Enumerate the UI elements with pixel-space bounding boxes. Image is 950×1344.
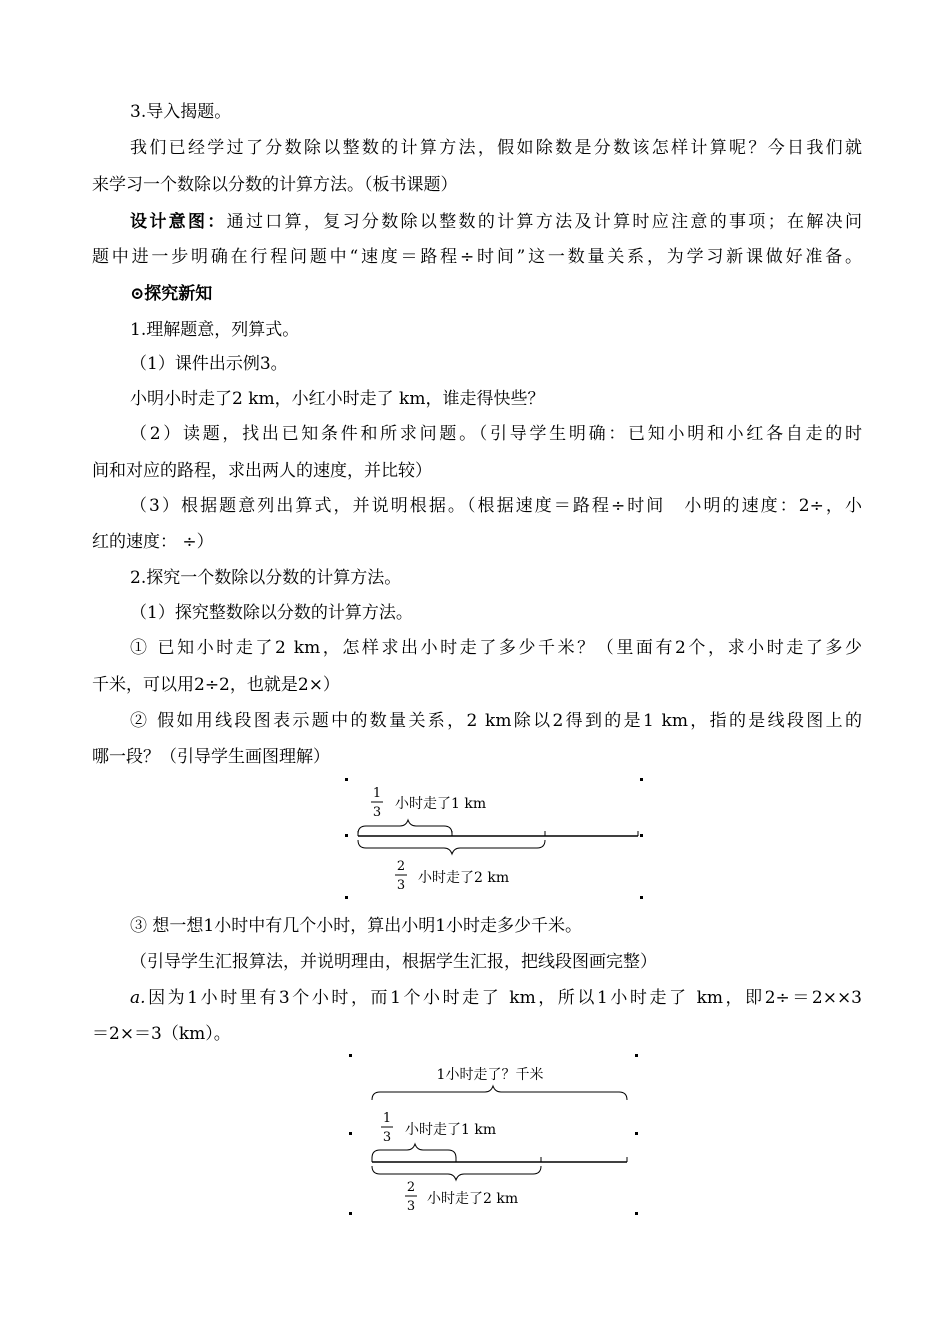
- segment-diagram-1: [340, 774, 650, 904]
- whole-brace-label: 1小时走了？千米: [436, 1067, 544, 1083]
- design-intent-label: 设计意图：: [130, 212, 227, 232]
- step-heading: 2.探究一个数除以分数的计算方法。: [130, 568, 402, 588]
- top-brace: [358, 820, 452, 834]
- segment-diagram-2: [345, 1050, 645, 1220]
- bottom-brace: [372, 1166, 541, 1180]
- paragraph-line: 题中进一步明确在行程问题中“速度＝路程÷时间”这一数量关系，为学习新课做好准备。: [92, 247, 862, 267]
- paragraph-line: （3）根据题意列出算式，并说明根据。（根据速度＝路程÷时间 小明的速度：2÷，小: [130, 496, 862, 516]
- section-heading-explore: ⊙探究新知: [130, 284, 213, 304]
- mid-fraction-numerator: 1: [382, 1111, 392, 1126]
- mid-fraction-denominator: 3: [382, 1130, 392, 1145]
- paragraph-line: 哪一段？（引导学生画图理解）: [92, 747, 330, 767]
- paragraph-line: 红的速度： ÷）: [92, 532, 214, 552]
- design-intent-text: 通过口算，复习分数除以整数的计算方法及计算时应注意的事项；在解决问: [226, 212, 863, 232]
- bottom-brace-label: 小时走了2 km: [427, 1191, 519, 1207]
- paragraph-line: （1）课件出示例3。: [130, 354, 288, 374]
- paragraph-line: [130, 986, 862, 1010]
- bottom-fraction-numerator: 2: [396, 859, 406, 874]
- bottom-brace-label: 小时走了2 km: [418, 870, 510, 886]
- step-heading: 1.理解题意，列算式。: [130, 320, 300, 340]
- paragraph-line: （引导学生汇报算法，并说明理由，根据学生汇报，把线段图画完整）: [130, 952, 657, 972]
- paragraph-line: ② 假如用线段图表示题中的数量关系，2 km除以2得到的是1 km，指的是线段图上的: [130, 711, 862, 731]
- bottom-fraction-denominator: 3: [396, 878, 406, 893]
- design-intent-line: [130, 210, 862, 234]
- paragraph-line: 来学习一个数除以分数的计算方法。（板书课题）: [92, 175, 458, 195]
- top-brace-label: 小时走了1 km: [395, 796, 487, 812]
- mid-brace-label: 小时走了1 km: [405, 1122, 497, 1138]
- section-heading-intro: 3.导入揭题。: [130, 102, 232, 122]
- item-a-label: a.: [130, 988, 146, 1008]
- paragraph-line: ③ 想一想1小时中有几个小时，算出小明1小时走多少千米。: [130, 916, 583, 936]
- paragraph-line: 我们已经学过了分数除以整数的计算方法，假如除数是分数该怎样计算呢？今日我们就: [130, 138, 862, 158]
- top-fraction-denominator: 3: [372, 805, 382, 820]
- paragraph-line: （1）探究整数除以分数的计算方法。: [130, 603, 413, 623]
- paragraph-line: ① 已知小时走了2 km，怎样求出小时走了多少千米？（里面有2个，求小时走了多少: [130, 638, 862, 658]
- paragraph-line: 间和对应的路程，求出两人的速度，并比较）: [92, 461, 432, 481]
- whole-brace: [372, 1086, 627, 1100]
- bottom-brace: [358, 840, 545, 854]
- bottom-fraction-denominator: 3: [406, 1199, 416, 1214]
- paragraph-line: 千米，可以用2÷2，也就是2×）: [92, 675, 340, 695]
- paragraph-line: （2）读题，找出已知条件和所求问题。（引导学生明确：已知小明和小红各自走的时: [130, 424, 862, 444]
- bottom-fraction-numerator: 2: [406, 1180, 416, 1195]
- mid-brace: [372, 1144, 456, 1158]
- paragraph-line: ＝2×＝3（km）。: [92, 1024, 231, 1044]
- top-fraction-numerator: 1: [372, 786, 382, 801]
- item-a-text: 因为1小时里有3个小时，而1个小时走了 km，所以1小时走了 km，即2÷＝2××3: [145, 988, 862, 1008]
- paragraph-line: 小明小时走了2 km，小红小时走了 km，谁走得快些？: [130, 389, 545, 409]
